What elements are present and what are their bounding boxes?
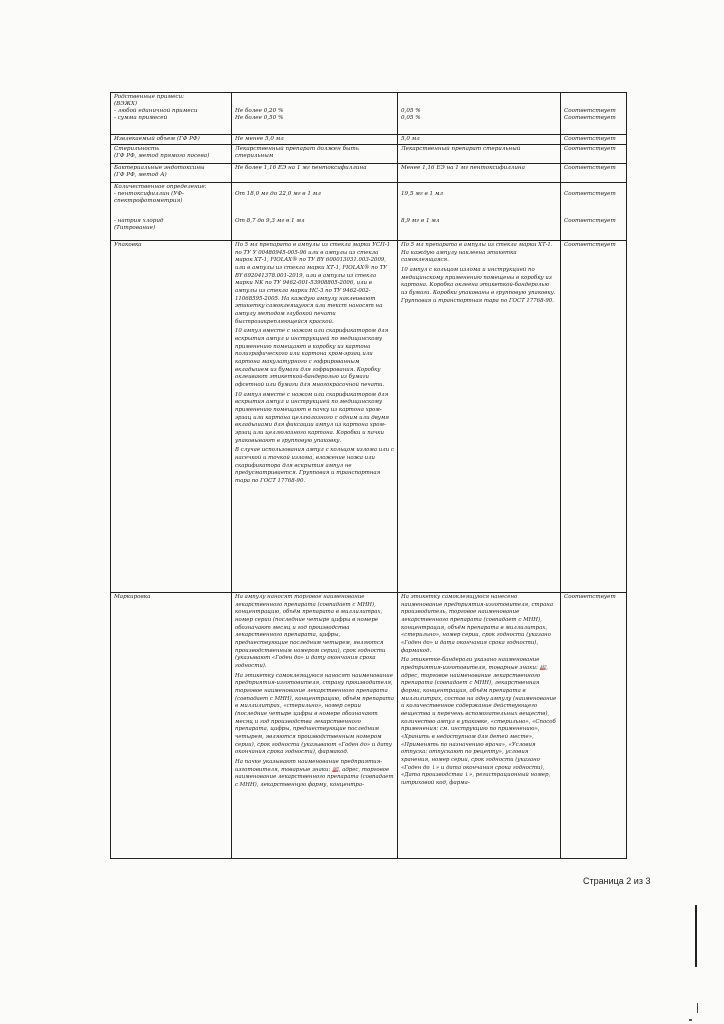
packaging-result-paragraph: По 5 мл препарата в ампулы из стекла марки ХТ-1. На каждую ампулу наклеена этикетка самоклеящаяся. — [401, 241, 553, 264]
marking-result-paragraph: На этикетку самоклеящуюся нанесено наименование предприятия-изготовителя, страна производитель, торговое наименование лекарственного препарата (совпадает с МНН), концентрация, объём препарата в миллилитрах, «стерильно», номер серии, срок годности (указано «Годен до» и дата окончания срока годности), фармакод. — [401, 593, 554, 654]
impurities-conclusion-line: Соответствует — [564, 114, 616, 121]
packaging-requirement — [232, 240, 398, 592]
assay-requirement-line: От 8,7 до 9,3 мг в 1 мл — [235, 217, 305, 224]
specification-table — [110, 92, 627, 859]
assay-conclusion — [561, 182, 627, 240]
row-impurities — [111, 93, 627, 135]
packaging-requirement-paragraph: По 5 мл препарата в ампулы из стекла марки УСП-1 по ТУ У 00480945-005-96 или в ампулы из стекла марок ХТ-1, FIOLAX® по ТУ BY 600013031.003-2009, или в ампулы из стекла марки ХТ-1, FIOLAX® по ТУ BY 692041378.001-2019, или в ампулы из стекла марки NK по ТУ 9462-001-53908805-2006, или в ампулы из стекла марки НС-3 по ТУ 9462-002-11068595-2005. На каждую ампулу наклеивают этикетку самоклеящуюся или текст наносят на ампулу методом глубокой печати быстрозакрепляющейся краской. — [235, 241, 391, 325]
assay-conclusion-line: Соответствует — [564, 190, 616, 197]
assay-conclusion-line: Соответствует — [564, 217, 616, 224]
marking-result-paragraph: На этикетке-бандероли указано наименование предприятия-изготовителя, товарные знаки: 🏭, адрес, торговое наименование лекарственного препарата (совпадает с МНН), лекарственная форма, концентрация, объём препарата в миллилитрах, состав на одну ампулу (наименование и количественное содержание действующего вещества и перечень вспомогательных веществ), количество ампул в упаковке, «стерильно», «Способ применения: см. инструкцию по применению», «Хранить в недоступном для детей месте», «Применять по назначению врача», «Условия отпуска: отпускают по рецепту», условия хранения, номер серии, срок годности (указано «Годен до ↓» и дата окончания срока годности), «Дата производства ↓», регистрационный номер, штриховой код, фарма- — [401, 657, 557, 787]
sterility-label-line: (ГФ РФ, метод прямого посева) — [114, 152, 210, 159]
assay-label-line: (Титрование) — [114, 224, 156, 231]
assay-requirement-line: От 18,0 мг до 22,0 мг в 1 мл — [235, 190, 321, 197]
impurities-result-line: 0,05 % — [401, 114, 421, 121]
impurities-result — [398, 93, 561, 135]
volume-requirement: Не менее 5,0 мл — [232, 135, 398, 145]
assay-result-line: 8,9 мг в 1 мл — [401, 217, 440, 224]
sterility-requirement — [232, 144, 398, 163]
sterility-requirement-line: Лекарственный препарат должен быть — [235, 145, 359, 152]
endotoxins-label-line: Бактериальные эндотоксины — [114, 164, 205, 171]
impurities-label-line: (ВЭЖХ) — [114, 100, 138, 107]
volume-label: Извлекаемый объем (ГФ РФ) — [111, 135, 232, 145]
assay-label-line: Количественное определение: — [114, 183, 207, 190]
impurities-label-line: Родственные примеси: — [114, 94, 185, 100]
assay-label — [111, 182, 232, 240]
packaging-conclusion: Соответствует — [561, 240, 627, 592]
packaging-requirement-paragraph: 10 ампул вместе с ножом или скарификатором для вскрытия ампул и инструкцией по медицинскому применению помещают в коробку из картона полиграфического или картона хром-эрзац или картона макулатурного с гофрированным вкладышем из бумаги для гофрирования. Коробку оклеивают этикеткой-бандеролью из бумаги офсетной или бумаги для многокрасочной печати. — [235, 328, 389, 389]
endotoxins-conclusion: Соответствует — [561, 163, 627, 182]
sterility-requirement-line: стерильным — [235, 152, 274, 159]
impurities-requirement — [232, 93, 398, 135]
impurities-conclusion-line: Соответствует — [564, 108, 616, 114]
marking-conclusion: Соответствует — [561, 592, 627, 858]
marking-requirement-paragraph: На ампулу наносят торговое наименование лекарственного препарата (совпадает с МНН), концентрацию, объём препарата в миллилитрах, номер серии (последние четыре цифры в номере обозначают месяц и год производства лекарственного препарата, цифры, предшествующие последним четырем, являются производственным номером серии), срок годности (указывают «Годен до» и дату окончания срока годности). — [235, 593, 386, 669]
marking-label: Маркировка — [111, 592, 232, 858]
row-marking — [111, 592, 627, 858]
impurities-label — [111, 93, 232, 135]
impurities-label-line: - сумма примесей — [114, 114, 168, 121]
marking-requirement-paragraph: На этикетку самоклеящуюся наносят наименование предприятия-изготовителя, страну производителя, торговое наименование лекарственного препарата (совпадает с МНН), концентрацию, объём препарата в миллилитрах, «стерильно», номер серии (последние четыре цифры в номере обозначают месяц и год производства лекарственного препарата, цифры, предшествующие последним четырем, являются производственным номером серии), срок годности (указывают «Годен до» и дату окончания срока годности), фармакод. — [235, 672, 395, 756]
impurities-label-line: - любой единичной примеси — [114, 107, 198, 114]
impurities-requirement-line: Не более 0,50 % — [235, 114, 284, 121]
impurities-result-line: 0,05 % — [401, 108, 421, 114]
row-endotoxins — [111, 163, 627, 182]
scan-edge-mark — [689, 1019, 692, 1021]
sterility-result: Лекарственный препарат стерильный — [398, 144, 561, 163]
assay-label-line: - натрия хлорид — [114, 217, 164, 224]
marking-result — [398, 592, 561, 858]
assay-result — [398, 182, 561, 240]
packaging-label: Упаковка — [111, 240, 232, 592]
marking-requirement — [232, 592, 398, 858]
row-volume — [111, 135, 627, 145]
endotoxins-requirement: Не более 1,16 ЕЭ на 1 мг пентоксифиллина — [232, 163, 398, 182]
endotoxins-result: Менее 1,16 ЕЭ на 1 мг пентоксифиллина — [398, 163, 561, 182]
sterility-conclusion: Соответствует — [561, 144, 627, 163]
packaging-requirement-paragraph: 10 ампул вместе с ножом или скарификатором для вскрытия ампул и инструкцией по медицинскому применению помещают в пачку из картона хром-эрзац или картона целлюлозного с одним или двумя вкладышами для фиксации ампул из картона хром-эрзац или целлюлозного картона. Коробки и пачки упаковывают в групповую упаковку. — [235, 391, 389, 444]
impurities-conclusion — [561, 93, 627, 135]
scan-edge-mark — [697, 1003, 698, 1013]
sterility-label — [111, 144, 232, 163]
volume-result: 5,0 мл — [398, 135, 561, 145]
row-assay — [111, 182, 627, 240]
page-number: Страница 2 из 3 — [583, 876, 651, 886]
volume-conclusion: Соответствует — [561, 135, 627, 145]
row-sterility — [111, 144, 627, 163]
assay-requirement — [232, 182, 398, 240]
packaging-result-paragraph: 10 ампул с кольцом излома и инструкцией по медицинскому применению помещены в коробку из картона. Коробка оклеена этикеткой-бандеролью из бумаги. Коробки упакованы в групповую упаковку. Групповая и транспортная тара по ГОСТ 17768-90. — [401, 266, 556, 304]
endotoxins-label — [111, 163, 232, 182]
assay-result-line: 19,5 мг в 1 мл — [401, 190, 444, 197]
assay-label-line: спектрофотометрия) — [114, 197, 183, 204]
packaging-result — [398, 240, 561, 592]
impurities-requirement-line: Не более 0,20 % — [235, 108, 284, 114]
packaging-requirement-paragraph: В случае использования ампул с кольцом излома или с насечкой и точкой излома, вложение ножа или скарификатора для вскрытия ампул не предусматривается. Групповая и транспортная тара по ГОСТ 17768-90. — [235, 447, 394, 485]
endotoxins-label-line: (ГФ РФ, метод А) — [114, 171, 167, 178]
sterility-label-line: Стерильность — [114, 145, 160, 152]
assay-label-line: - пентоксифиллин (УФ- — [114, 190, 184, 197]
scan-edge-mark — [695, 905, 697, 967]
row-packaging — [111, 240, 627, 592]
marking-requirement-paragraph: На пачке указывают наименование предприятия-изготовителя, товарные знаки: 🏭, адрес, торговое наименование лекарственного препарата (совпадает с МНН), лекарственную форму, концентра- — [235, 759, 394, 789]
